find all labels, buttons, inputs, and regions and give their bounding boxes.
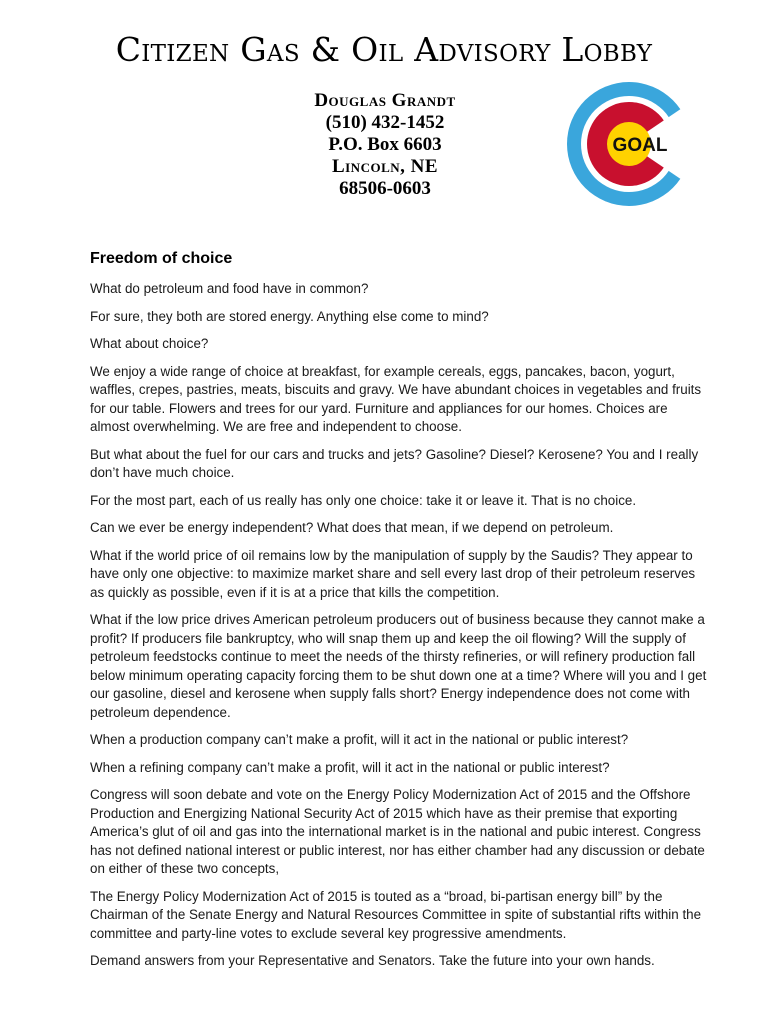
paragraph: Congress will soon debate and vote on the Energy Policy Modernization Act of 2015 and the Offshore Production and Energizing National Security Act of 2015 which have as their premise that exporting America’s glut of oil and gas into the international market is in the national and pubic interest. Congress has not defined national interest or public interest, nor has either chamber had any discussion or debate on either of these two concepts,: [90, 787, 705, 876]
paragraph: What if the low price drives American petroleum producers out of business because they cannot make a profit? If producers file bankruptcy, who will snap them up and keep the oil flowing? Will the supply of petroleum feedstocks continue to meet the needs of the thirsty refineries, or will refinery production fall below minimum operating capacity forcing them to be shut down one at a time? Where will you and I get our gasoline, diesel and kerosene when supply falls short? Energy independence does not come with petroleum dependence.: [90, 612, 707, 720]
paragraph: We enjoy a wide range of choice at breakfast, for example cereals, eggs, pancakes, bacon, yogurt, waffles, crepes, pastries, meats, biscuits and gravy. We have abundant choices in vegetables and fruits for our table. Flowers and trees for our yard. Furniture and appliances for our homes. Choices are almost overwhelming. We are free and independent to choose.: [90, 363, 702, 434]
goal-logo: [567, 79, 691, 209]
paragraph: What do petroleum and food have in common?: [90, 281, 369, 296]
paragraph: For the most part, each of us really has only one choice: take it or leave it. That is no choice.: [90, 492, 637, 508]
paragraph: When a refining company can’t make a profit, will it act in the national or public interest?: [90, 759, 610, 775]
contact-city-state: Lincoln, NE: [331, 156, 439, 177]
article-heading: Freedom of choice: [90, 250, 233, 267]
paragraph: But what about the fuel for our cars and trucks and jets? Gasoline? Diesel? Kerosene? You and I really don’t have much choice.: [90, 446, 699, 480]
paragraph: What if the world price of oil remains low by the manipulation of supply by the Saudis? They appear to have only one objective: to maximize market share and sell every last drop of their petroleum reserves as quickly as possible, even if it is at a price that kills the competition.: [90, 547, 696, 600]
paragraph: Demand answers from your Representative and Senators. Take the future into your own hands.: [90, 953, 655, 968]
paragraph: For sure, they both are stored energy. Anything else come to mind?: [90, 308, 489, 324]
logo-text: GOAL: [612, 135, 668, 156]
contact-phone: (510) 432-1452: [325, 112, 445, 133]
contact-block: [250, 90, 520, 200]
contact-name: Douglas Grandt: [314, 90, 456, 111]
paragraph: The Energy Policy Modernization Act of 2015 is touted as a “broad, bi-partisan energy bill” by the Chairman of the Senate Energy and Natural Resources Committee in spite of substantial rifts within the committee and party-line votes to exclude several key progressive amendments.: [90, 888, 702, 941]
contact-zip: 68506-0603: [339, 178, 431, 199]
contact-po-box: P.O. Box 6603: [328, 134, 442, 155]
paragraph: What about choice?: [90, 336, 209, 351]
organization-title: Citizen Gas & Oil Advisory Lobby: [115, 30, 653, 69]
goal-logo-icon: [567, 79, 691, 209]
paragraph: When a production company can’t make a profit, will it act in the national or public interest?: [90, 732, 629, 747]
article-body: [90, 248, 710, 980]
paragraph: Can we ever be energy independent? What does that mean, if we depend on petroleum.: [90, 520, 614, 535]
